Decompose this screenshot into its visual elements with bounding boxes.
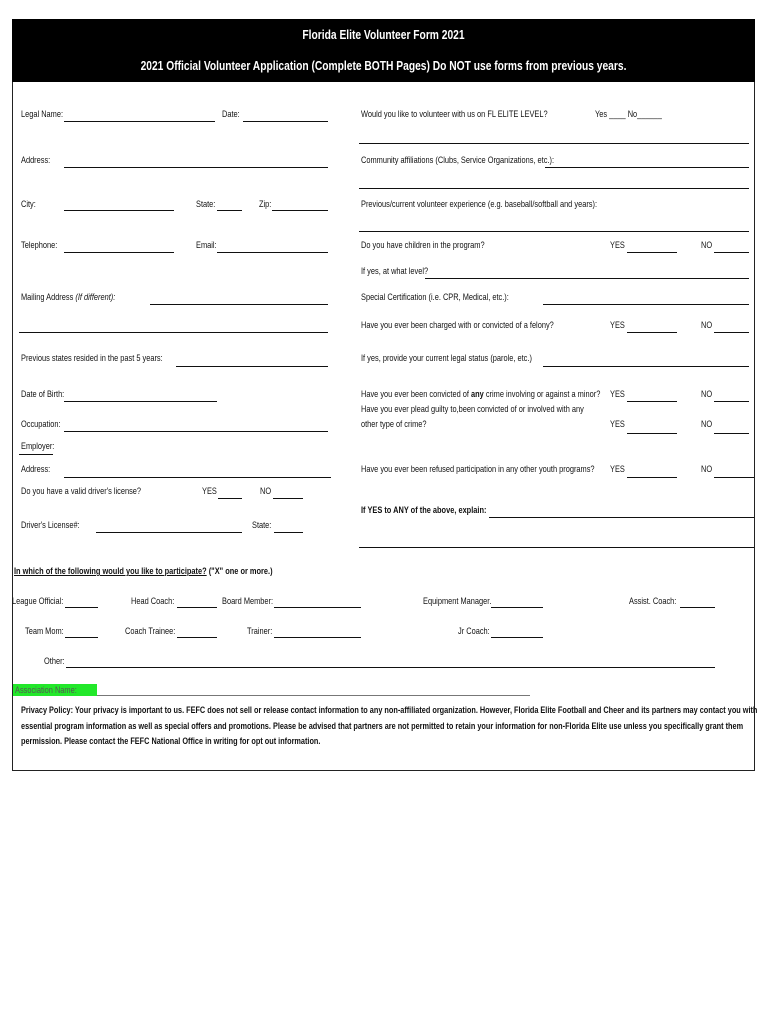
zip-label: Zip:	[259, 199, 272, 210]
state-field[interactable]	[217, 210, 242, 211]
plead-yes-label: YES	[610, 419, 625, 430]
league-official-field[interactable]	[65, 607, 98, 608]
occupation-field[interactable]	[64, 431, 328, 432]
felony-no-field[interactable]	[714, 332, 749, 333]
legal-name-field[interactable]	[64, 121, 215, 122]
jr-coach-field[interactable]	[491, 637, 543, 638]
participate-heading: In which of the following would you like to participate? ("X" one or more.)	[14, 566, 273, 577]
drivers-license-number-field[interactable]	[96, 532, 242, 533]
employer-address-label: Address:	[21, 464, 51, 475]
previous-states-field[interactable]	[176, 366, 328, 367]
plead-no-label: NO	[701, 419, 713, 430]
explain-field-2[interactable]	[359, 547, 754, 548]
association-name-field[interactable]	[97, 695, 530, 696]
if-different-label: (If different):	[75, 292, 116, 303]
assist-coach-label: Assist. Coach:	[629, 596, 677, 607]
minor-crime-question: Have you ever been convicted of any crime involving or against a minor?	[361, 389, 601, 400]
association-name-label: Association Name:	[15, 685, 77, 696]
dl-no-field[interactable]	[273, 498, 303, 499]
city-label: City:	[21, 199, 36, 210]
community-field-2[interactable]	[359, 188, 749, 189]
mailing-address-field-2[interactable]	[19, 332, 328, 333]
telephone-field[interactable]	[64, 252, 174, 253]
dob-label: Date of Birth:	[21, 389, 65, 400]
children-yes-label: YES	[610, 240, 625, 251]
drivers-license-number-label: Driver's License#:	[21, 520, 80, 531]
privacy-line-3: permission. Please contact the FEFC National Office in writing for opt out information.	[21, 735, 321, 746]
fl-elite-underline	[359, 143, 749, 144]
team-mom-label: Team Mom:	[25, 626, 64, 637]
board-member-field[interactable]	[274, 607, 361, 608]
trainer-field[interactable]	[274, 637, 361, 638]
date-field[interactable]	[243, 121, 328, 122]
address-label: Address:	[21, 155, 51, 166]
felony-question: Have you ever been charged with or convicted of a felony?	[361, 320, 554, 331]
legal-status-label: If yes, provide your current legal status (parole, etc.)	[361, 353, 532, 364]
children-no-field[interactable]	[714, 252, 749, 253]
coach-trainee-label: Coach Trainee:	[125, 626, 176, 637]
legal-name-label: Legal Name:	[21, 109, 64, 120]
minor-no-label: NO	[701, 389, 713, 400]
refused-yes-field[interactable]	[627, 477, 677, 478]
fl-elite-yes-no[interactable]: Yes ____ No______	[595, 109, 662, 120]
mailing-address-field[interactable]	[150, 304, 328, 305]
dl-yes-field[interactable]	[218, 498, 242, 499]
city-field[interactable]	[64, 210, 174, 211]
equipment-manager-label: Equipment Manager.	[423, 596, 492, 607]
minor-yes-label: YES	[610, 389, 625, 400]
coach-trainee-field[interactable]	[177, 637, 217, 638]
plead-no-field[interactable]	[714, 433, 749, 434]
refused-yes-label: YES	[610, 464, 625, 475]
board-member-label: Board Member:	[222, 596, 274, 607]
dl-state-label: State:	[252, 520, 272, 531]
employer-address-field[interactable]	[64, 477, 331, 478]
team-mom-field[interactable]	[65, 637, 98, 638]
occupation-label: Occupation:	[21, 419, 61, 430]
children-question: Do you have children in the program?	[361, 240, 485, 251]
email-label: Email:	[196, 240, 217, 251]
children-no-label: NO	[701, 240, 713, 251]
plead-question-line1: Have you ever plead guilty to,been convicted of or involved with any	[361, 404, 584, 415]
telephone-label: Telephone:	[21, 240, 58, 251]
equipment-manager-field[interactable]	[491, 607, 543, 608]
privacy-policy	[21, 702, 758, 749]
special-cert-label: Special Certification (i.e. CPR, Medical, etc.):	[361, 292, 509, 303]
explain-label: If YES to ANY of the above, explain:	[361, 505, 487, 516]
league-official-label: League Official:	[12, 596, 64, 607]
felony-no-label: NO	[701, 320, 713, 331]
community-label: Community affiliations (Clubs, Service Organizations, etc.):	[361, 155, 555, 166]
fl-elite-question: Would you like to volunteer with us on FL ELITE LEVEL?	[361, 109, 548, 120]
head-coach-field[interactable]	[177, 607, 217, 608]
drivers-license-question: Do you have a valid driver's license?	[21, 486, 142, 497]
refused-no-field[interactable]	[714, 477, 754, 478]
special-cert-field[interactable]	[543, 304, 749, 305]
what-level-label: If yes, at what level?	[361, 266, 429, 277]
explain-field[interactable]	[489, 517, 754, 518]
dl-no-label: NO	[260, 486, 272, 497]
address-field[interactable]	[64, 167, 328, 168]
email-field[interactable]	[217, 252, 328, 253]
children-yes-field[interactable]	[627, 252, 677, 253]
employer-label: Employer:	[21, 441, 55, 452]
plead-question-line2: other type of crime?	[361, 419, 427, 430]
legal-status-field[interactable]	[543, 366, 749, 367]
privacy-line-2: essential program information as well as special offers and promotions. Please be advised that partners are not permitted to retain your information for non-Florida Elite use unless you specifically grant them	[21, 719, 744, 731]
dl-yes-label: YES	[202, 486, 217, 497]
dl-state-field[interactable]	[274, 532, 303, 533]
form-subtitle: 2021 Official Volunteer Application (Complete BOTH Pages) Do NOT use forms from previous years.	[140, 59, 627, 73]
participate-instruction: ("X" one or more.)	[208, 566, 273, 577]
head-coach-label: Head Coach:	[131, 596, 175, 607]
zip-field[interactable]	[272, 210, 328, 211]
refused-no-label: NO	[701, 464, 713, 475]
employer-underline	[19, 454, 53, 455]
mailing-address-label: Mailing Address (If different):	[21, 292, 116, 303]
form-title: Florida Elite Volunteer Form 2021	[302, 28, 465, 42]
date-label: Date:	[222, 109, 240, 120]
what-level-field[interactable]	[425, 278, 749, 279]
plead-yes-field[interactable]	[627, 433, 677, 434]
previous-states-label: Previous states resided in the past 5 years:	[21, 353, 163, 364]
minor-no-field[interactable]	[714, 401, 749, 402]
minor-yes-field[interactable]	[627, 401, 677, 402]
previous-experience-field[interactable]	[359, 231, 749, 232]
other-field[interactable]	[66, 667, 715, 668]
community-field[interactable]	[545, 167, 749, 168]
assist-coach-field[interactable]	[680, 607, 715, 608]
felony-yes-field[interactable]	[627, 332, 677, 333]
previous-experience-label: Previous/current volunteer experience (e.g. baseball/softball and years):	[361, 199, 598, 210]
felony-yes-label: YES	[610, 320, 625, 331]
refused-question: Have you ever been refused participation in any other youth programs?	[361, 464, 595, 475]
jr-coach-label: Jr Coach:	[458, 626, 490, 637]
privacy-line-1: Privacy Policy: Your privacy is important to us. FEFC does not sell or release contact information to any non-affiliated organization. However, Florida Elite Football and Cheer and its partners may contact you with	[21, 704, 758, 715]
trainer-label: Trainer:	[247, 626, 273, 637]
state-label: State:	[196, 199, 216, 210]
dob-field[interactable]	[64, 401, 217, 402]
other-label: Other:	[44, 656, 65, 667]
